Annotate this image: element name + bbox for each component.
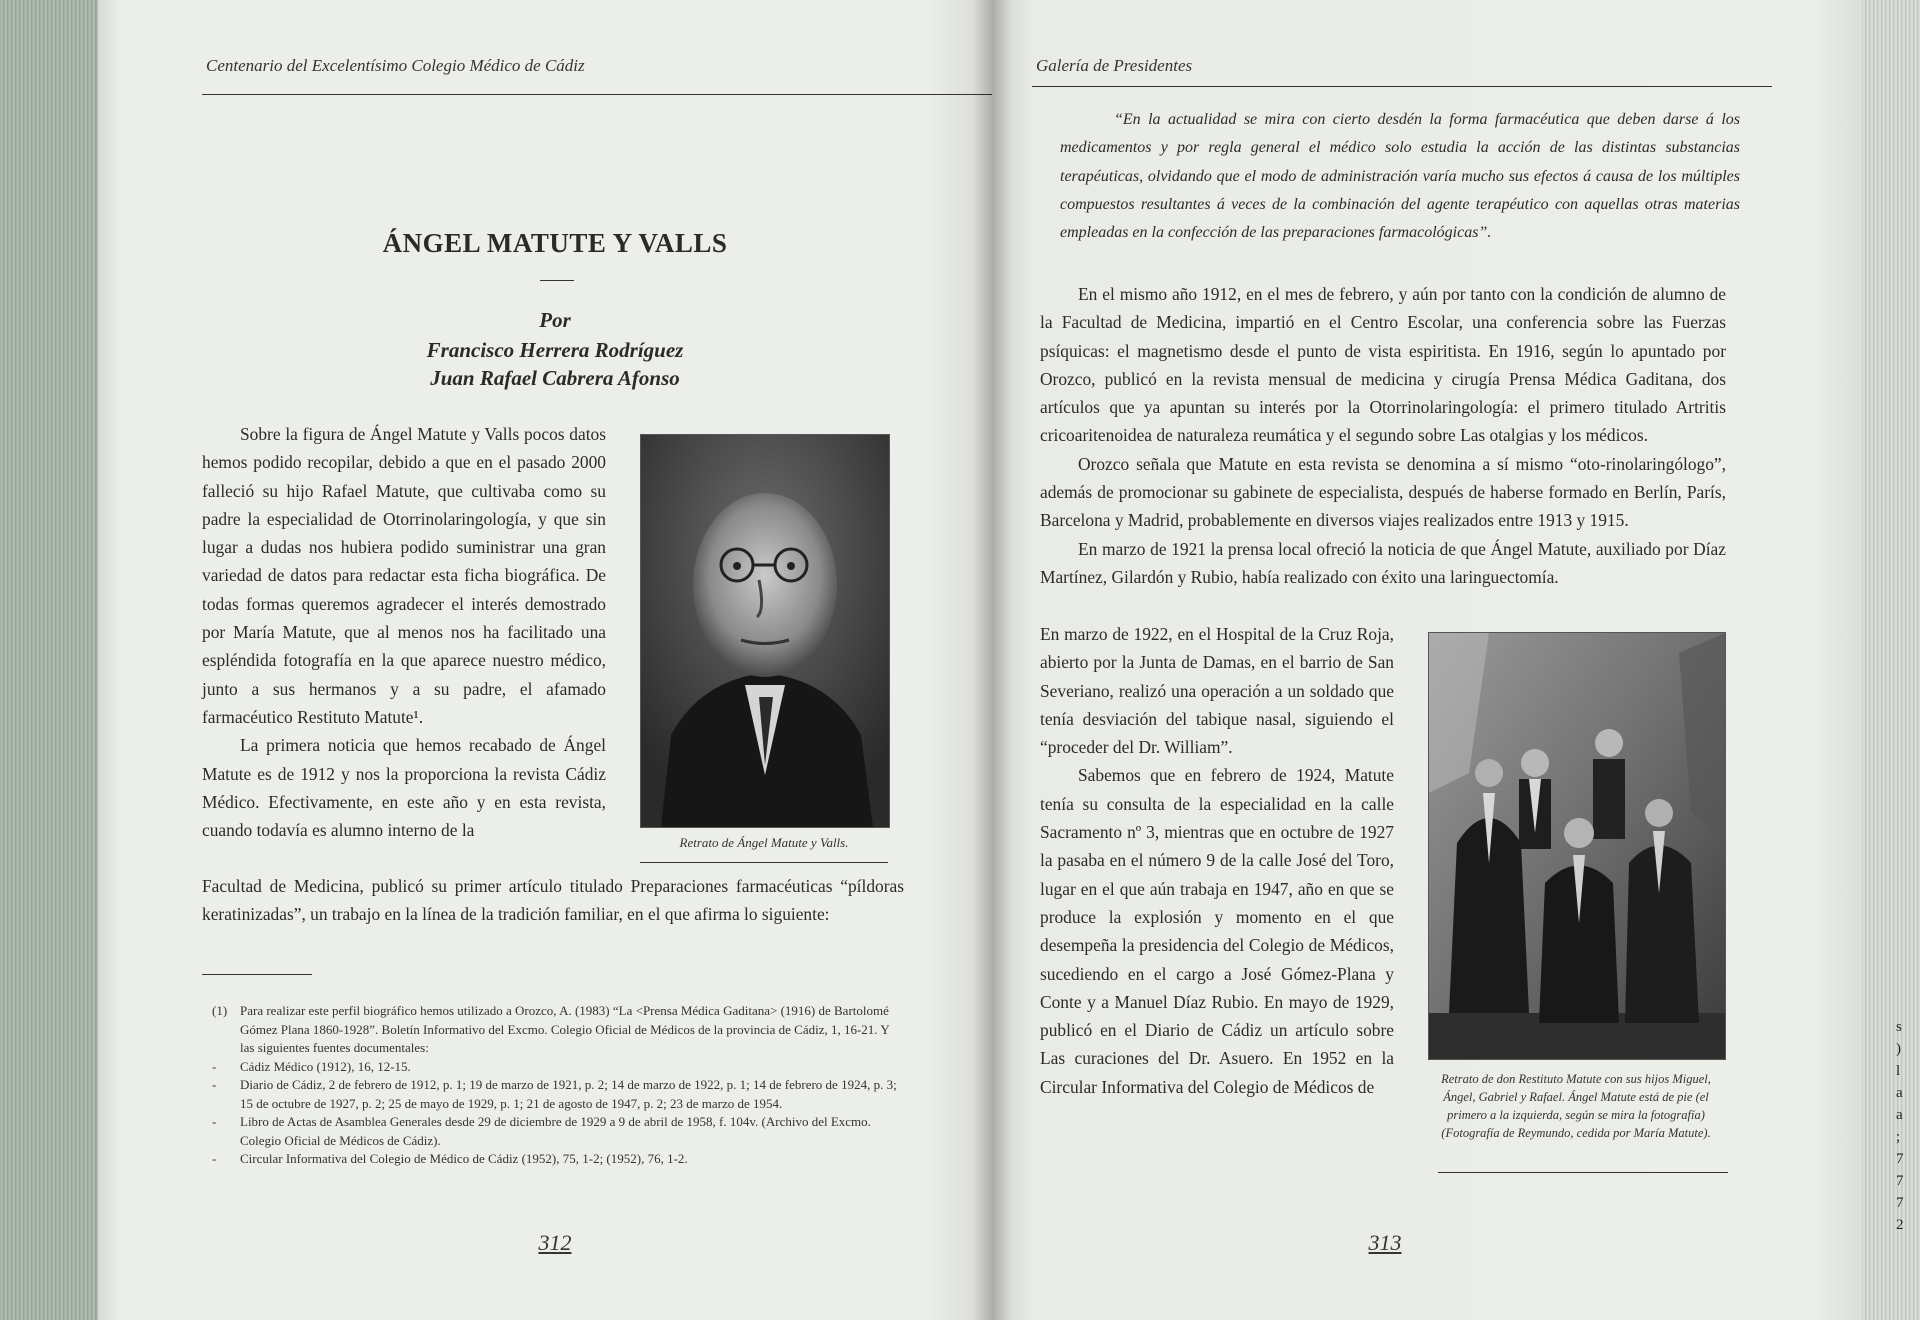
author-2: Juan Rafael Cabrera Afonso bbox=[430, 366, 680, 390]
portrait-caption: Retrato de Ángel Matute y Valls. bbox=[679, 835, 849, 850]
book-left-edge bbox=[0, 0, 98, 1320]
paragraph: Facultad de Medicina, publicó su primer artículo titulado Preparaciones farmacéuticas “píldoras keratinizadas”, un trabajo en la línea de la tradición familiar, en el que afirma lo siguiente: bbox=[202, 876, 904, 925]
edge-letter: a bbox=[1896, 1107, 1903, 1123]
caption-rule-right bbox=[1438, 1172, 1728, 1173]
paragraph: Sabemos que en febrero de 1924, Matute tenía su consulta de la especialidad en la calle Sacramento nº 3, mientras que en octubre de 1927 la pasaba en el número 9 de la calle José del Toro, lugar en el que aún trabaja en 1947, año en que se produce la explosión y momento en el que desempeña la presidencia del Colegio de Médicos, sucediendo en el cargo a José Gómez-Plana y Conte y a Manuel Díaz Rubio. En mayo de 1929, publicó en el Diario de Cádiz un artículo sobre Las curaciones del Dr. Asuero. En 1952 en la Circular Informativa del Colegio de Médicos de bbox=[1040, 765, 1394, 1097]
footnote-text: Libro de Actas de Asamblea Generales desde 29 de diciembre de 1929 a 9 de abril de 1958, f. 104v. (Archivo del Excmo. Colegio Oficial de Médicos de Cádiz). bbox=[240, 1114, 871, 1148]
group-photo-caption: Retrato de don Restituto Matute con sus hijos Miguel, Ángel, Gabriel y Rafael. Ángel Matute está de pie (el primero a la izquierda, según se mira la fotografía) (Fotografía de Reymundo, cedida por María Matute). bbox=[1441, 1072, 1711, 1140]
right-page bbox=[992, 0, 1862, 1320]
page-number-right: 313 bbox=[1368, 1230, 1402, 1255]
portrait-photo bbox=[640, 434, 890, 828]
block-quote bbox=[1060, 106, 1740, 247]
running-head-left: Centenario del Excelentísimo Colegio Médico de Cádiz bbox=[206, 56, 585, 75]
book-gutter bbox=[972, 0, 1012, 1320]
title-dash bbox=[540, 280, 574, 281]
edge-letter: ) bbox=[1896, 1041, 1901, 1057]
article-title: ÁNGEL MATUTE Y VALLS bbox=[382, 228, 728, 258]
footnote-mark: (1) bbox=[212, 1003, 228, 1018]
group-photo-illustration bbox=[1429, 633, 1725, 1059]
body-text-wrapped-right bbox=[1040, 620, 1394, 1101]
paragraph: La primera noticia que hemos recabado de Ángel Matute es de 1912 y nos la proporciona la revista Cádiz Médico. Efectivamente, en este año y en esta revista, cuando todavía es alumno interno de la bbox=[202, 735, 606, 841]
footnote bbox=[202, 1150, 904, 1169]
footnote bbox=[202, 1058, 904, 1077]
edge-letter: s bbox=[1896, 1019, 1902, 1035]
group-photo bbox=[1428, 632, 1726, 1060]
footnote-text: Para realizar este perfil biográfico hemos utilizado a Orozco, A. (1983) “La <Prensa Médica Gaditana> (1916) de Bartolomé Gómez Plana 1860-1928”. Boletín Informativo del Excmo. Colegio Oficial de Médicos de la provincia de Cádiz, 1, 16-21. Y las siguientes fuentes documentales: bbox=[240, 1003, 890, 1055]
header-rule-right bbox=[1032, 86, 1772, 87]
body-text-full-right bbox=[1040, 280, 1726, 591]
body-text-full bbox=[202, 872, 904, 929]
footnote bbox=[202, 1002, 904, 1058]
paragraph: En el mismo año 1912, en el mes de febrero, y aún por tanto con la condición de alumno de la Facultad de Medicina, impartió en el Centro Escolar, una conferencia sobre las Fuerzas psíquicas: el magnetismo desde el punto de vista espiritista. En 1916, según lo apuntado por Orozco, publicó en la revista mensual de medicina y cirugía Prensa Médica Gaditana, dos artículos que ya apuntan su interés por la Otorrinolaringología: el primero titulado Artritis cricoaritenoidea de naturaleza reumática y el segundo sobre Las otalgias y los médicos. bbox=[1040, 284, 1726, 446]
header-rule-left bbox=[202, 94, 992, 95]
edge-letter: ; bbox=[1896, 1129, 1901, 1145]
edge-letter: l bbox=[1896, 1063, 1901, 1079]
body-text-wrapped bbox=[202, 420, 606, 844]
footnote-text: Circular Informativa del Colegio de Médico de Cádiz (1952), 75, 1-2; (1952), 76, 1-2. bbox=[240, 1151, 688, 1166]
quote-text: “En la actualidad se mira con cierto desdén la forma farmacéutica que deben darse á los medicamentos y por regla general el médico solo estudia la acción de las distintas substancias terapéuticas, olvidando que el modo de administración varía mucho sus efectos á causa de los múltiples compuestos resultantes á veces de la combinación del agente terapéutico con aquellas otras materias empleadas en la confección de las preparaciones farmacológicas”. bbox=[1060, 111, 1740, 242]
edge-letter: 7 bbox=[1896, 1195, 1904, 1211]
paragraph: En marzo de 1922, en el Hospital de la Cruz Roja, abierto por la Junta de Damas, en el barrio de San Severiano, realizó una operación a un soldado que tenía desviación del tabique nasal, siguiendo el “proceder del Dr. William”. bbox=[1040, 624, 1394, 758]
edge-letter: 7 bbox=[1896, 1151, 1904, 1167]
author-1: Francisco Herrera Rodríguez bbox=[426, 338, 684, 362]
footnote-mark: - bbox=[212, 1058, 217, 1074]
footnote-mark: - bbox=[212, 1077, 217, 1092]
paragraph: En marzo de 1921 la prensa local ofreció la noticia de que Ángel Matute, auxiliado por Díaz Martínez, Gilardón y Rubio, había realizado con éxito una laringuectomía. bbox=[1040, 538, 1726, 587]
footnote-separator bbox=[202, 974, 312, 975]
edge-letter: 2 bbox=[1896, 1217, 1904, 1233]
footnote-text: Diario de Cádiz, 2 de febrero de 1912, p. 1; 19 de marzo de 1921, p. 2; 14 de marzo de 1922, p. 1; 14 de febrero de 1924, p. 3; 15 de octubre de 1927, p. 2; 25 de mayo de 1929, p. 1; 21 de agosto de 1947, p. 2; 23 de marzo de 1954. bbox=[240, 1077, 897, 1111]
edge-letter: a bbox=[1896, 1085, 1903, 1101]
footnote-mark: - bbox=[212, 1151, 217, 1166]
page-number-left: 312 bbox=[538, 1230, 572, 1255]
footnotes bbox=[202, 1002, 904, 1169]
next-page-glimpse bbox=[1896, 1016, 1916, 1236]
caption-rule bbox=[640, 862, 888, 863]
byline-por: Por bbox=[539, 308, 571, 332]
book-right-edge bbox=[1862, 0, 1920, 1320]
footnote-text: Cádiz Médico (1912), 16, 12-15. bbox=[240, 1058, 411, 1074]
edge-letter: 7 bbox=[1896, 1173, 1904, 1189]
left-page bbox=[98, 0, 992, 1320]
running-head-right: Galería de Presidentes bbox=[1036, 56, 1193, 75]
paragraph: Orozco señala que Matute en esta revista se denomina a sí mismo “oto-rinolaringólogo”, además de promocionar su gabinete de especialista, después de haberse formado en Berlín, París, Barcelona y Madrid, probablemente en diversos viajes realizados entre 1913 y 1915. bbox=[1040, 453, 1726, 531]
footnote-mark: - bbox=[212, 1114, 217, 1129]
footnote bbox=[202, 1076, 904, 1113]
footnote bbox=[202, 1113, 904, 1150]
portrait-illustration bbox=[641, 435, 889, 827]
paragraph: Sobre la figura de Ángel Matute y Valls pocos datos hemos podido recopilar, debido a que en el pasado 2000 falleció su hijo Rafael Matute, que cultivaba como su padre la especialidad de Otorrinolaringología, y que sin lugar a dudas nos hubiera podido suministrar una gran variedad de datos para redactar esta ficha biográfica. De todas formas queremos agradecer el interés demostrado por María Matute, que al menos nos ha facilitado una espléndida fotografía en la que aparece nuestro médico, junto a sus hermanos y a su padre, el afamado farmacéutico Restituto Matute¹. bbox=[202, 424, 606, 727]
